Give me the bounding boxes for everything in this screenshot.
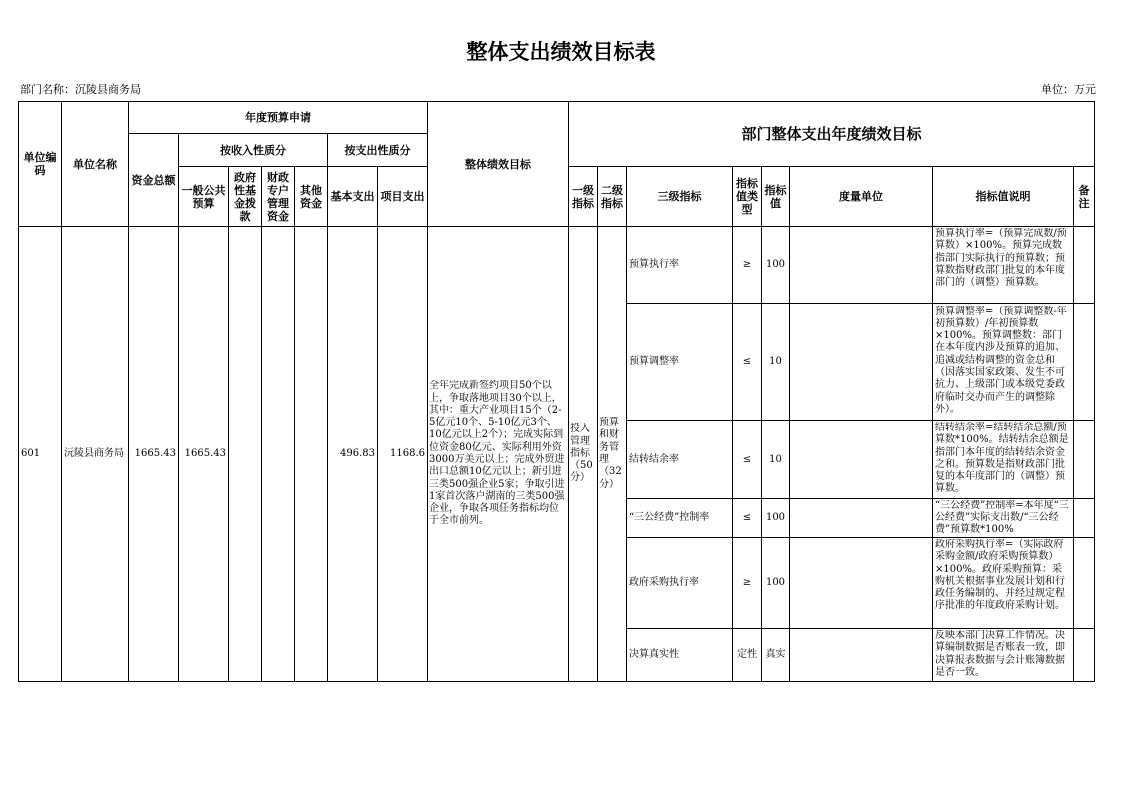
indicator-name: 政府采购执行率 (627, 538, 733, 629)
indicator-desc: 反映本部门决算工作情况。决算编制数据是否账表一致，即决算报表数据与会计账簿数据是否一致。 (935, 630, 1065, 678)
project-expense-cell: 1168.6 (378, 227, 428, 682)
level2-text: 预算和财务管理（32分） (599, 417, 622, 490)
unit-label: 单位：万元 (1041, 83, 1096, 96)
unit-code-cell: 601 (19, 227, 62, 682)
indicator-name: 结转结余率 (627, 421, 733, 499)
fiscal-special-cell (262, 227, 295, 682)
header-unit-name: 单位名称 (62, 102, 129, 227)
indicator-type: ≤ (733, 304, 762, 421)
indicator-type: ≥ (733, 538, 762, 629)
header-value-type: 指标值类型 (733, 167, 762, 227)
indicator-value: 100 (762, 227, 790, 304)
header-unit-code: 单位编码 (19, 102, 62, 227)
header-by-income: 按收入性质分 (179, 134, 328, 167)
indicator-value: 真实 (762, 629, 790, 682)
header-fiscal-special: 财政专户管理资金 (262, 167, 295, 227)
header-annual-budget: 年度预算申请 (129, 102, 428, 134)
header-level1: 一级指标 (569, 167, 598, 227)
header-general-budget: 一般公共预算 (179, 167, 229, 227)
indicator-value: 10 (762, 304, 790, 421)
indicator-name: 决算真实性 (627, 629, 733, 682)
header-measure-unit: 度量单位 (790, 167, 933, 227)
level1-text: 投入管理指标（50分） (570, 423, 593, 484)
indicator-unit (790, 629, 933, 682)
header-level2: 二级指标 (598, 167, 627, 227)
indicator-type: ≤ (733, 421, 762, 499)
indicator-name: “三公经费”控制率 (627, 499, 733, 538)
header-value: 指标值 (762, 167, 790, 227)
indicator-type: 定性 (733, 629, 762, 682)
indicator-remarks (1074, 421, 1095, 499)
indicator-remarks (1074, 538, 1095, 629)
indicator-remarks (1074, 629, 1095, 682)
indicator-name: 预算调整率 (627, 304, 733, 421)
indicator-desc: 结转结余率=结转结余总额/预算数*100%。结转结余总额是指部门本年度的结转结余资金之和。预算数是指财政部门批复的本年度部门的（调整）预算数。 (935, 422, 1069, 495)
indicator-remarks (1074, 304, 1095, 421)
header-total-funds: 资金总额 (129, 134, 179, 227)
performance-table (18, 101, 1095, 682)
basic-expense-cell: 496.83 (328, 227, 378, 682)
indicator-unit (790, 538, 933, 629)
indicator-type: ≤ (733, 499, 762, 538)
indicator-desc: 政府采购执行率=（实际政府采购金额/政府采购预算数）×100%。政府采购预算：采购机关根据事业发展计划和行政任务编制的、并经过规定程序批准的年度政府采购计划。 (935, 539, 1065, 612)
indicator-desc-cell (933, 538, 1074, 629)
indicator-desc-cell (933, 227, 1074, 304)
indicator-desc-cell (933, 629, 1074, 682)
indicator-desc: “三公经费”控制率=本年度“三公经费”实际支出数/“三公经费”预算数*100% (935, 499, 1069, 536)
indicator-value: 100 (762, 538, 790, 629)
header-description: 指标值说明 (933, 167, 1074, 227)
indicator-unit (790, 304, 933, 421)
indicator-name: 预算执行率 (627, 227, 733, 304)
overall-goal-cell (428, 227, 569, 682)
department-name: 部门名称：沉陵县商务局 (20, 83, 141, 96)
header-remarks: 备注 (1074, 167, 1095, 227)
indicator-unit (790, 499, 933, 538)
unit-name-cell: 沅陵县商务局 (62, 227, 129, 682)
indicator-type: ≥ (733, 227, 762, 304)
header-gov-fund: 政府性基金拨款 (229, 167, 262, 227)
level1-cell (569, 227, 598, 682)
page-title: 整体支出绩效目标表 (466, 40, 656, 64)
indicator-value: 100 (762, 499, 790, 538)
header-basic-expense: 基本支出 (328, 167, 378, 227)
indicator-desc-cell (933, 499, 1074, 538)
total-funds-cell: 1665.43 (129, 227, 179, 682)
indicator-unit (790, 421, 933, 499)
indicator-unit (790, 227, 933, 304)
header-project-expense: 项目支出 (378, 167, 428, 227)
indicator-desc-cell (933, 421, 1074, 499)
header-by-expense: 按支出性质分 (328, 134, 428, 167)
header-overall-goal: 整体绩效目标 (428, 102, 569, 227)
level2-cell (598, 227, 627, 682)
indicator-desc: 预算调整率=（预算调整数-年初预算数）/年初预算数×100%。预算调整数：部门在本年度内涉及预算的追加、追减或结构调整的资金总和（因落实国家政策、发生不可抗力、上级部门或本级党委政府临时交办而产生的调整除外）。 (935, 305, 1067, 415)
header-other-funds: 其他资金 (295, 167, 328, 227)
overall-goal-text: 全年完成新签约项目50个以上，争取落地项目30个以上，其中：重大产业项目15个（2-5亿元10个、5-10亿元3个、10亿元以上2个）；完成实际到位资金80亿元、实际利用外资3000万美元以上；完成外贸进出口总额10亿元以上；新引进三类500强企业5家；争取引进1家首次落户湖南的三类500强企业，争取各项任务指标均位于全市前列。 (429, 380, 565, 527)
header-dept-goal: 部门整体支出年度绩效目标 (569, 102, 1095, 167)
other-funds-cell (295, 227, 328, 682)
indicator-value: 10 (762, 421, 790, 499)
header-level3: 三级指标 (627, 167, 733, 227)
gov-fund-cell (229, 227, 262, 682)
indicator-desc-cell (933, 304, 1074, 421)
indicator-desc: 预算执行率=（预算完成数/预算数）×100%。预算完成数指部门实际执行的预算数；预算数指财政部门批复的本年度部门的（调整）预算数。 (935, 228, 1067, 289)
general-budget-cell: 1665.43 (179, 227, 229, 682)
indicator-remarks (1074, 227, 1095, 304)
indicator-remarks (1074, 499, 1095, 538)
